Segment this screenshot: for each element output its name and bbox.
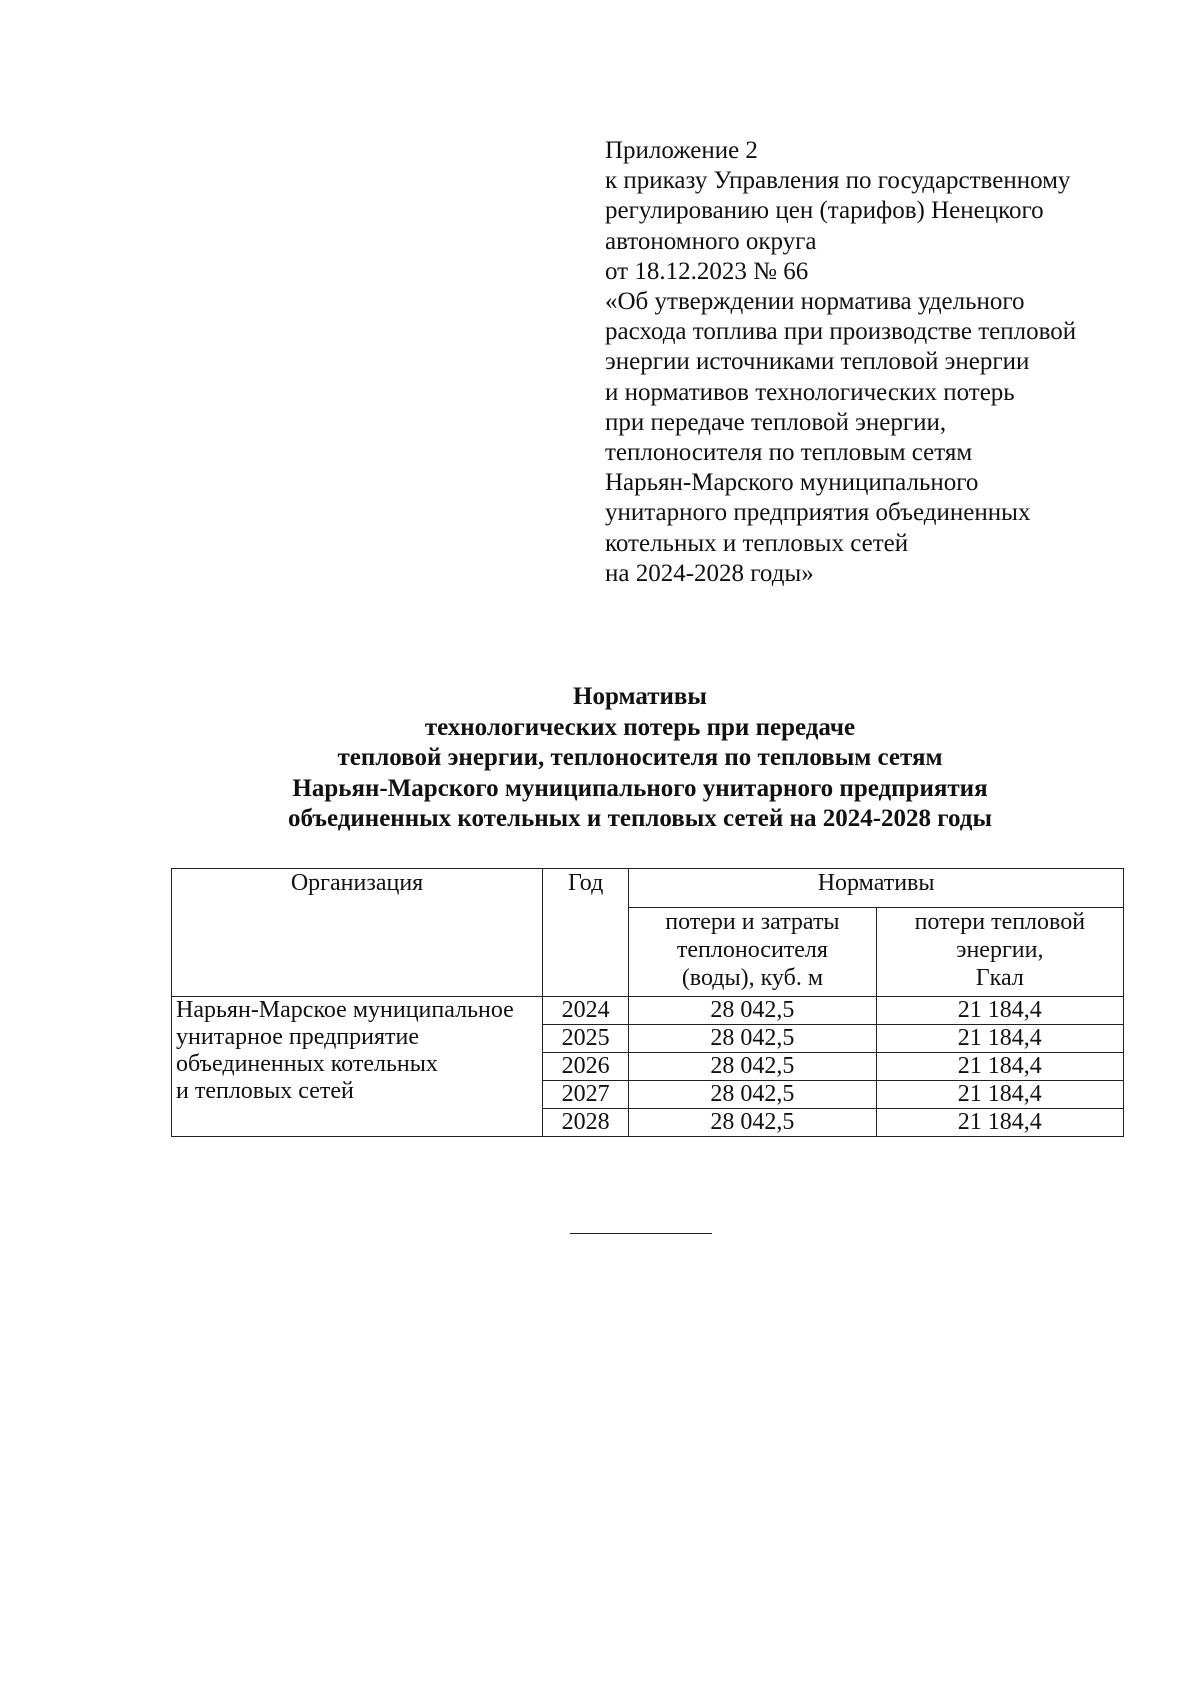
header-water-loss: [629, 908, 876, 997]
heat-loss-cell: 21 184,4: [876, 997, 1123, 1025]
organization-line: унитарное предприятие: [176, 1024, 420, 1050]
header-water-loss-line: (воды), куб. м: [681, 965, 824, 991]
water-loss-cell: 28 042,5: [629, 1109, 876, 1137]
table-row: [172, 997, 1124, 1025]
header-heat-loss-line: Гкал: [975, 965, 1024, 991]
year-cell: 2026: [543, 1053, 629, 1081]
appendix-line: автономного округа: [605, 227, 817, 255]
heat-loss-cell: 21 184,4: [876, 1025, 1123, 1053]
norms-table: [171, 868, 1124, 1137]
organization-line: Нарьян-Марское муниципальное: [176, 997, 514, 1023]
title-line: тепловой энергии, теплоносителя по тепловым сетям: [337, 744, 943, 771]
organization-cell: [172, 997, 543, 1137]
appendix-line: энергии источниками тепловой энергии: [605, 348, 1030, 376]
appendix-line: «Об утверждении норматива удельного: [605, 288, 1025, 316]
header-norms: Нормативы: [629, 869, 1124, 908]
header-heat-loss: [876, 908, 1123, 997]
appendix-line: расхода топлива при производстве тепловой: [605, 318, 1077, 346]
water-loss-cell: 28 042,5: [629, 1025, 876, 1053]
header-year: Год: [543, 869, 629, 997]
header-water-loss-line: потери и затраты: [665, 909, 840, 935]
appendix-reference-block: [605, 136, 1125, 589]
header-heat-loss-line: энергии,: [956, 937, 1044, 963]
heat-loss-cell: 21 184,4: [876, 1109, 1123, 1137]
appendix-line: на 2024-2028 годы»: [605, 559, 814, 587]
title-line: объединенных котельных и тепловых сетей на 2024-2028 годы: [288, 805, 992, 832]
water-loss-cell: 28 042,5: [629, 997, 876, 1025]
water-loss-cell: 28 042,5: [629, 1081, 876, 1109]
appendix-line: регулированию цен (тарифов) Ненецкого: [605, 197, 1044, 225]
title-line: Нарьян-Марского муниципального унитарного предприятия: [292, 774, 988, 802]
year-cell: 2024: [543, 997, 629, 1025]
year-cell: 2025: [543, 1025, 629, 1053]
appendix-line: при передаче тепловой энергии,: [605, 408, 947, 436]
water-loss-cell: 28 042,5: [629, 1053, 876, 1081]
header-organization: Организация: [172, 869, 543, 997]
title-line: Нормативы: [573, 683, 707, 710]
appendix-line: и нормативов технологических потерь: [605, 378, 1015, 406]
heat-loss-cell: 21 184,4: [876, 1053, 1123, 1081]
organization-line: и тепловых сетей: [176, 1078, 354, 1104]
appendix-line: от 18.12.2023 № 66: [605, 257, 809, 285]
header-water-loss-line: теплоносителя: [676, 937, 828, 963]
organization-line: объединенных котельных: [176, 1051, 438, 1077]
header-heat-loss-line: потери тепловой: [914, 909, 1086, 935]
year-cell: 2027: [543, 1081, 629, 1109]
heat-loss-cell: 21 184,4: [876, 1081, 1123, 1109]
appendix-line: к приказу Управления по государственному: [605, 167, 1071, 195]
appendix-line: унитарного предприятия объединенных: [605, 499, 1031, 527]
appendix-line: Приложение 2: [605, 137, 758, 164]
appendix-line: теплоносителя по тепловым сетям: [605, 439, 973, 467]
document-title: [150, 682, 1130, 835]
title-line: технологических потерь при передаче: [424, 713, 856, 741]
table-header-row: [172, 869, 1124, 908]
appendix-line: Нарьян-Марского муниципального: [605, 469, 979, 497]
end-of-document-rule: [570, 1233, 712, 1234]
appendix-line: котельных и тепловых сетей: [605, 529, 909, 557]
year-cell: 2028: [543, 1109, 629, 1137]
